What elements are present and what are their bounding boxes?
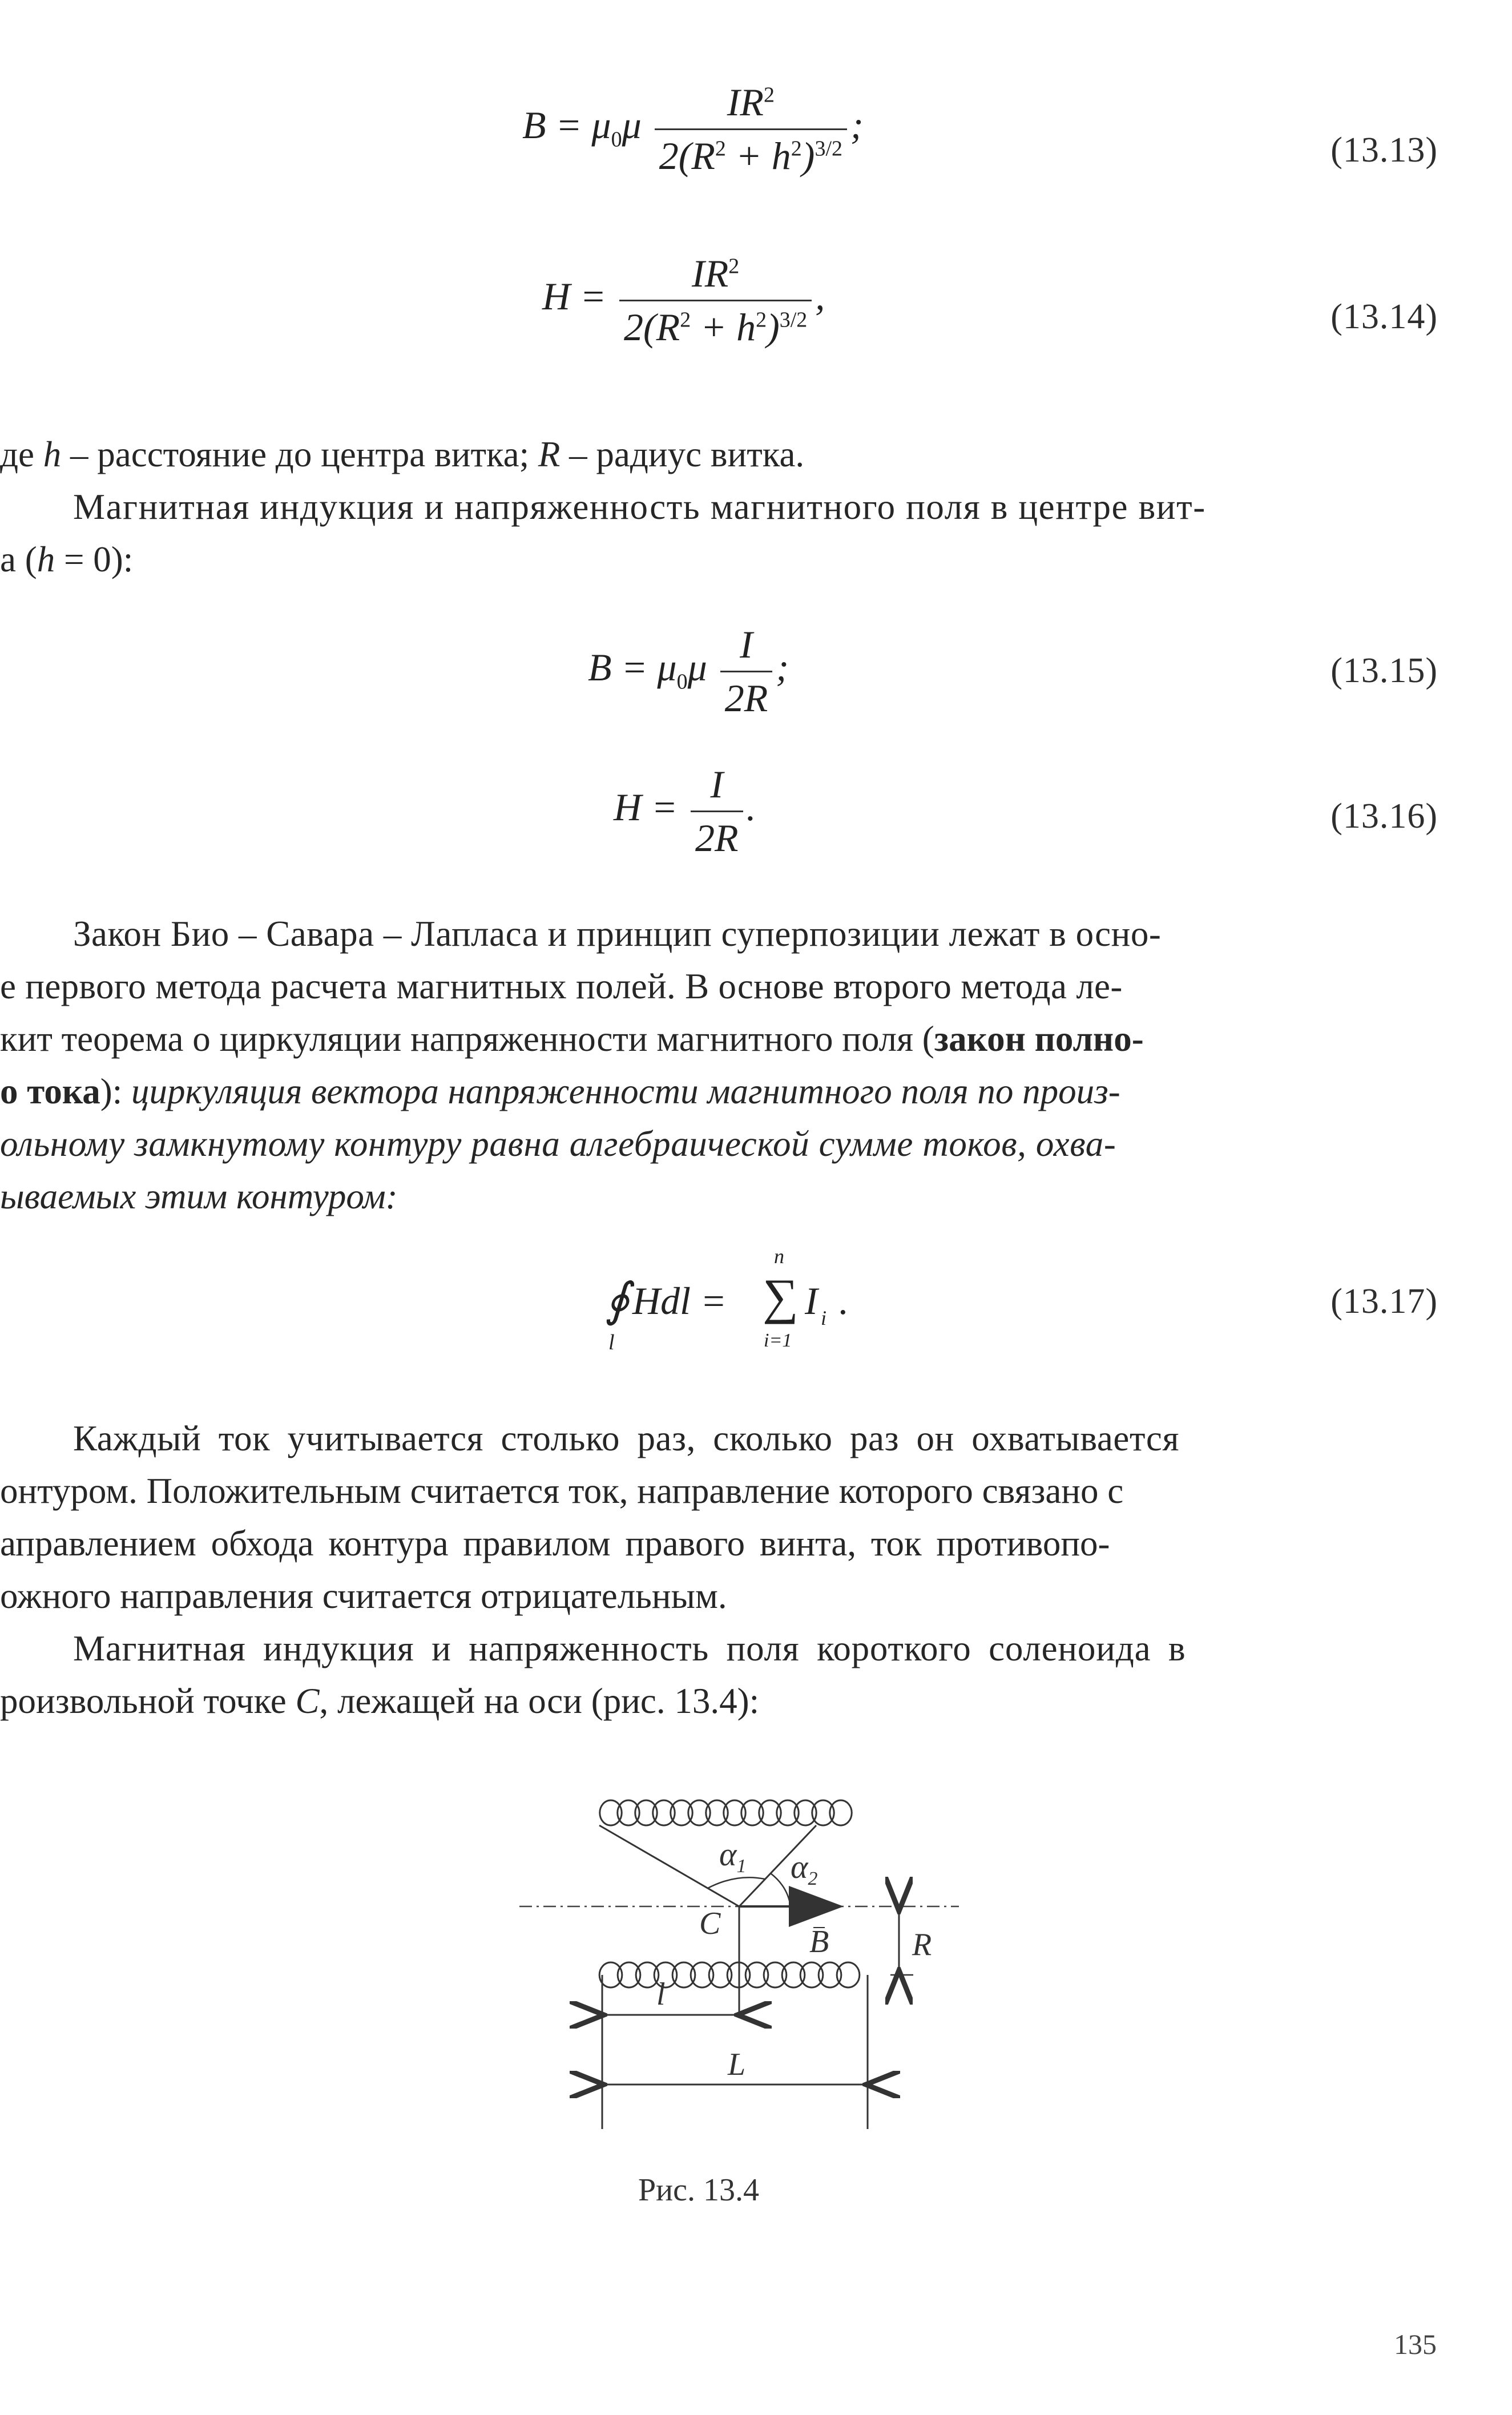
length-L-label: L [728, 2047, 746, 2082]
coil-turn [837, 1962, 860, 1987]
eq-denominator: 2R [724, 676, 768, 720]
text-span: C [295, 1681, 320, 1721]
eq-den-b: + h [691, 305, 756, 349]
text-span: = 0): [55, 539, 134, 579]
coil-turn [618, 1962, 640, 1987]
length-l-label: l [656, 1977, 666, 2012]
coil-turn [741, 1800, 763, 1825]
eq-denominator: 2R [695, 816, 739, 860]
sum-term-sub: i [821, 1307, 827, 1329]
figure-solenoid [502, 1787, 1005, 2175]
sum-top: n [774, 1245, 784, 1268]
eq-numerator: I [691, 762, 743, 812]
eq-sup: 2 [791, 136, 802, 161]
coil-turn [691, 1962, 713, 1987]
eq-sup: 2 [680, 308, 691, 332]
text-span: де [0, 434, 43, 474]
equation-number: (13.13) [1330, 131, 1438, 170]
coil-turn [795, 1800, 816, 1825]
text-span: аправлением обхода контура правилом правого винта, ток противопо- [0, 1523, 1110, 1563]
text-line [0, 1470, 1123, 1512]
eq-trail: , [815, 275, 825, 318]
coil-turn [812, 1800, 834, 1825]
text-span: , лежащей на оси (рис. 13.4): [319, 1681, 760, 1721]
eq-trail: ; [776, 646, 789, 690]
figure-caption: Рис. 13.4 [638, 2172, 759, 2208]
coil-turn [671, 1800, 692, 1825]
text-span: о тока [0, 1071, 100, 1111]
eq-mu: μ [687, 646, 707, 690]
eq-numerator: I [720, 622, 773, 672]
eq-trail: . [839, 1279, 849, 1323]
sum-sign: ∑ [763, 1269, 799, 1325]
coil-turn [782, 1962, 805, 1987]
equation-13-15 [588, 622, 789, 721]
text-span: ): [100, 1071, 131, 1111]
alpha2-label: $\alpha_2$ [791, 1848, 818, 1889]
text-line [0, 1575, 727, 1617]
text-span: ываемых этим контуром: [0, 1176, 398, 1216]
equation-number: (13.17) [1330, 1282, 1438, 1321]
eq-lhs: H = [542, 275, 606, 318]
text-span: кит теорема о циркуляции напряженности магнитного поля ( [0, 1019, 934, 1059]
text-line [73, 486, 1206, 528]
eq-trail: . [746, 785, 756, 829]
coil-turn [830, 1800, 852, 1825]
eq-den-a: 2(R [659, 134, 715, 178]
coil-turn [800, 1962, 823, 1987]
coil-turn [706, 1800, 728, 1825]
text-line [0, 1523, 1110, 1565]
eq-sup: 3/2 [815, 136, 842, 161]
coil-turn [759, 1800, 781, 1825]
solenoid-diagram [502, 1787, 1005, 2175]
text-line [0, 1680, 759, 1722]
page-number: 135 [1394, 2328, 1437, 2360]
equation-13-13 [522, 80, 864, 179]
eq-sub: 0 [676, 670, 688, 694]
coil-turn [653, 1800, 675, 1825]
coil-turn [672, 1962, 695, 1987]
text-span: е первого метода расчета магнитных полей. В основе второго метода ле- [0, 966, 1123, 1006]
text-line [0, 1176, 398, 1217]
text-line [73, 1628, 1186, 1670]
eq-trail: ; [850, 103, 864, 147]
text-span: R [538, 434, 561, 474]
eq-fraction [655, 80, 847, 179]
coil-turn [688, 1800, 710, 1825]
point-c-label: C [699, 1906, 721, 1941]
text-span: ожного направления считается отрицательным. [0, 1576, 727, 1616]
text-span: ольному замкнутому контуру равна алгебраической сумме токов, охва- [0, 1124, 1116, 1164]
eq-den-b: + h [725, 134, 791, 178]
eq-sup: 2 [728, 254, 740, 279]
coil-turn [745, 1962, 768, 1987]
text-span: а ( [0, 539, 37, 579]
text-span: онтуром. Положительным считается ток, направление которого связано с [0, 1471, 1124, 1511]
text-span: Магнитная индукция и напряженность магнитного поля в центре вит- [73, 487, 1206, 527]
equation-number: (13.14) [1330, 297, 1438, 336]
text-span: Магнитная индукция и напряженность поля короткого соленоида в [73, 1628, 1186, 1668]
eq-fraction [720, 622, 773, 721]
bottom-coil-row [599, 1962, 860, 1987]
eq-lhs: B = μ [522, 103, 611, 147]
text-span: Каждый ток учитывается столько раз, сколько раз он охватывается [73, 1418, 1180, 1458]
eq-numerator: IR [727, 80, 764, 124]
eq-sup: 2 [756, 308, 767, 332]
coil-turn [636, 1962, 659, 1987]
text-span: h [37, 539, 55, 579]
eq-fraction [619, 251, 812, 350]
text-span: – радиус витка. [560, 434, 805, 474]
eq-sup: 3/2 [779, 308, 808, 332]
coil-turn [600, 1800, 622, 1825]
text-span: закон полно- [934, 1019, 1144, 1059]
equation-13-16 [614, 762, 756, 861]
alpha2-arc [771, 1873, 791, 1906]
eq-den-c: ) [767, 305, 780, 349]
equation-number: (13.15) [1330, 651, 1438, 690]
equation-13-14 [542, 251, 825, 350]
integral-sign: ∮ [605, 1274, 630, 1326]
coil-turn [764, 1962, 787, 1987]
sum-bottom: i=1 [764, 1330, 792, 1351]
integral-subscript: l [608, 1331, 615, 1354]
coil-turn [635, 1800, 657, 1825]
eq-lhs: H = [614, 785, 678, 829]
equation-number: (13.16) [1330, 797, 1438, 836]
text-line [73, 1418, 1179, 1460]
sum-term: I [805, 1279, 818, 1323]
text-line [0, 434, 804, 475]
vector-b-label: B [809, 1924, 829, 1960]
text-span: – расстояние до центра витка; [61, 434, 538, 474]
text-line [0, 539, 133, 580]
text-span: циркуляция вектора напряженности магнитного поля по произ- [131, 1071, 1120, 1111]
eq-fraction [691, 762, 743, 861]
angle-line-left [599, 1825, 739, 1906]
eq-sub: 0 [611, 127, 622, 152]
text-line [0, 1123, 1116, 1165]
eq-lhs: B = μ [588, 646, 677, 690]
text-line [0, 1071, 1120, 1112]
eq-numerator: IR [692, 252, 729, 295]
text-line [0, 966, 1123, 1007]
eq-mu: μ [622, 103, 642, 147]
eq-sup: 2 [763, 83, 775, 107]
radius-r-label: R [912, 1927, 932, 1962]
top-coil-row [600, 1800, 852, 1825]
text-line [0, 1018, 1144, 1060]
eq-den-a: 2(R [624, 305, 680, 349]
coil-turn [618, 1800, 639, 1825]
coil-turn [709, 1962, 732, 1987]
coil-turn [777, 1800, 799, 1825]
eq-body: Hdl = [632, 1279, 727, 1323]
text-span: h [43, 434, 62, 474]
text-span: роизвольной точке [0, 1681, 296, 1721]
alpha1-label: $\alpha_1$ [719, 1836, 747, 1877]
coil-turn [724, 1800, 745, 1825]
eq-sup: 2 [715, 136, 726, 161]
text-line [73, 913, 1161, 955]
coil-turn [819, 1962, 841, 1987]
alpha1-arc [708, 1877, 765, 1888]
eq-den-c: ) [801, 134, 815, 178]
text-span: Закон Био – Савара – Лапласа и принцип суперпозиции лежат в осно- [73, 914, 1162, 954]
